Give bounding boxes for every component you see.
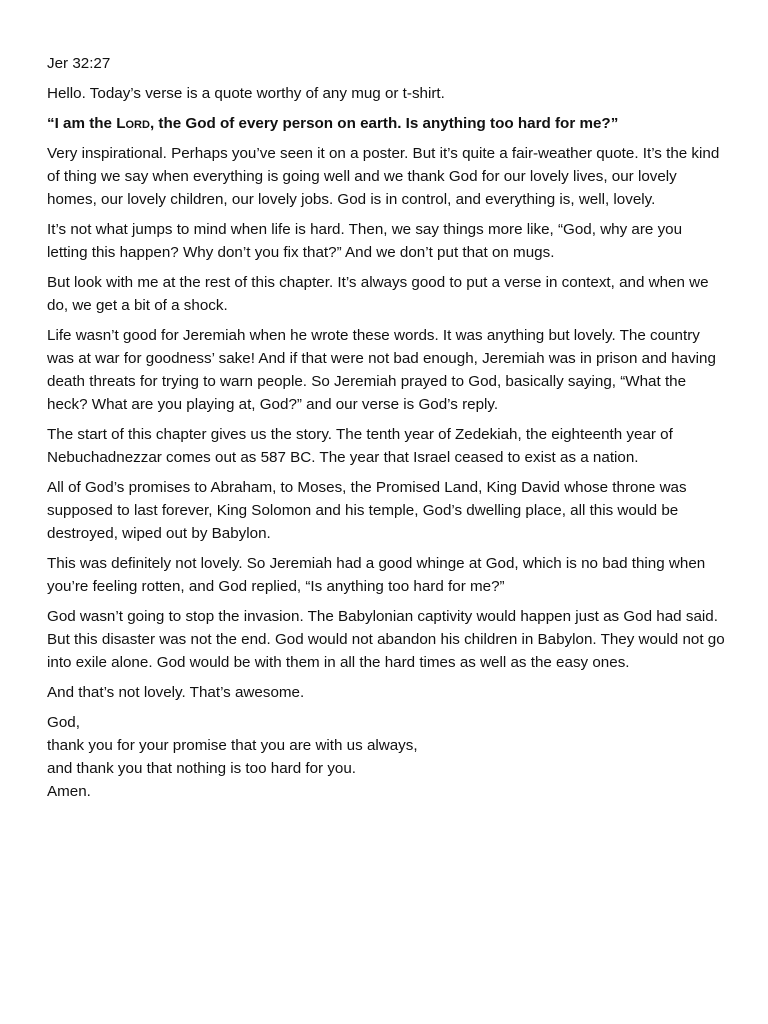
body-paragraph: The start of this chapter gives us the story. The tenth year of Zedekiah, the eighteenth year of Nebuchadnezzar comes out as 587 BC. The year that Israel ceased to exist as a nation. [47,426,673,466]
prayer-line: God, [47,714,80,731]
scripture-reference: Jer 32:27 [47,55,111,72]
body-paragraph: God wasn’t going to stop the invasion. The Babylonian captivity would happen just as God had said. But this disaster was not the end. God would not abandon his children in Babylon. They would not go into exile alone. God would be with them in all the hard times as well as the easy ones. [47,608,725,671]
closing-prayer [47,711,725,803]
body-paragraph: It’s not what jumps to mind when life is hard. Then, we say things more like, “God, why are you letting this happen? Why don’t you fix that?” And we don’t put that on mugs. [47,221,683,261]
prayer-line: Amen. [47,783,91,800]
verse-quote [47,112,725,135]
verse-quote-part1: “I am the [47,115,117,132]
intro-paragraph: Hello. Today’s verse is a quote worthy of any mug or t-shirt. [47,85,445,102]
body-paragraph: Very inspirational. Perhaps you’ve seen it on a poster. But it’s quite a fair-weather quote. It’s the kind of thing we say when everything is going well and we thank God for our lovely lives, our lovely homes, our lovely children, our lovely jobs. God is in control, and everything is, well, lovely. [47,145,720,208]
verse-quote-part2: , the God of every person on earth. Is anything too hard for me?” [149,115,619,132]
prayer-line: and thank you that nothing is too hard for you. [47,760,357,777]
body-paragraph: All of God’s promises to Abraham, to Moses, the Promised Land, King David whose throne was supposed to last forever, King Solomon and his temple, God’s dwelling place, all this would be destroyed, wiped out by Babylon. [47,479,687,542]
body-paragraph: And that’s not lovely. That’s awesome. [47,684,305,701]
prayer-line: thank you for your promise that you are with us always, [47,737,418,754]
verse-quote-lord: Lord [116,115,150,132]
body-paragraph: This was definitely not lovely. So Jeremiah had a good whinge at God, which is no bad thing when you’re feeling rotten, and God replied, “Is anything too hard for me?” [47,555,706,595]
document-body [47,52,725,803]
body-paragraph: But look with me at the rest of this chapter. It’s always good to put a verse in context, and when we do, we get a bit of a shock. [47,274,709,314]
body-paragraph: Life wasn’t good for Jeremiah when he wrote these words. It was anything but lovely. The country was at war for goodness’ sake! And if that were not bad enough, Jeremiah was in prison and having death threats for trying to warn people. So Jeremiah prayed to God, basically saying, “What the heck? What are you playing at, God?” and our verse is God’s reply. [47,327,716,413]
